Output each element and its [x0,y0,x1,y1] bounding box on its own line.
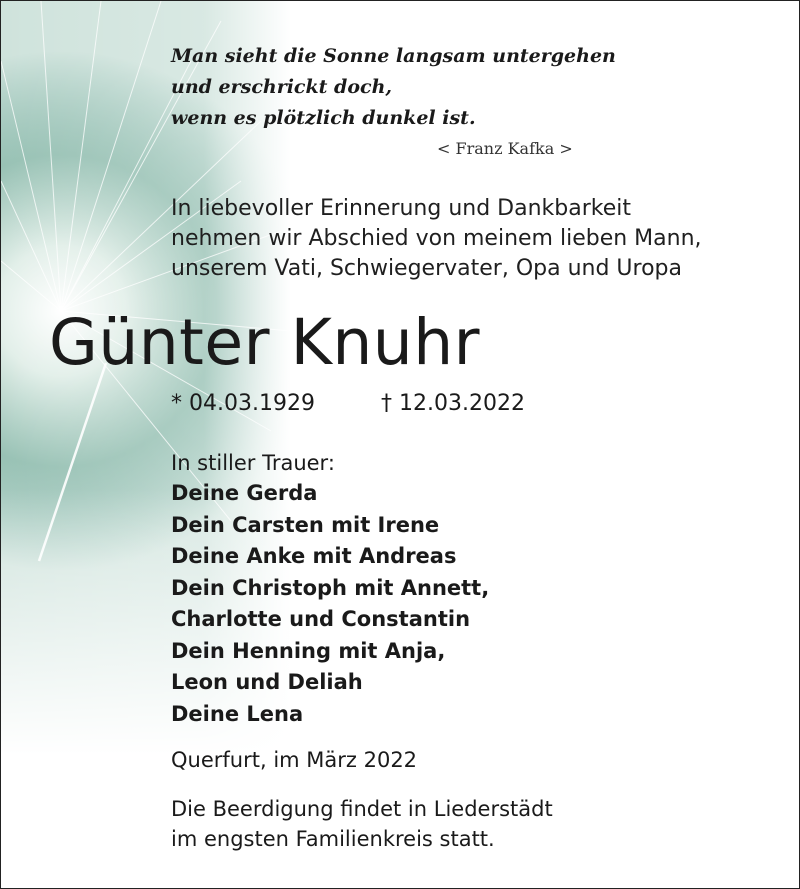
quote-line: wenn es plötzlich dunkel ist. [171,107,476,129]
mourner-name: Charlotte und Constantin [171,607,471,631]
quote-line: Man sieht die Sonne langsam untergehen [171,45,616,67]
intro-text [171,194,702,284]
quote-line: und erschrickt doch, [171,76,393,98]
death-date: † 12.03.2022 [381,391,525,416]
funeral-line: im engsten Familienkreis statt. [171,827,495,851]
mourner-name: Deine Lena [171,701,304,726]
kafka-quote [171,41,616,134]
mourner-name: Leon und Deliah [171,670,363,694]
deceased-name: Günter Knuhr [49,306,481,379]
birth-date: * 04.03.1929 [171,391,315,416]
funeral-line: Die Beerdigung findet in Liederstädt [171,797,553,821]
notice-content [1,1,799,888]
mourning-label: In stiller Trauer: [171,451,335,475]
mourner-name: Dein Christoph mit Annett, [171,575,490,600]
mourner-name: Dein Carsten mit Irene [171,512,440,537]
mourners-list [171,478,489,730]
quote-author: < Franz Kafka > [437,139,573,158]
intro-line: nehmen wir Abschied von meinem lieben Mann, [171,226,702,251]
mourner-name: Deine Gerda [171,481,318,505]
funeral-info [171,794,553,854]
intro-line: unserem Vati, Schwiegervater, Opa und Uropa [171,256,683,281]
mourner-name: Deine Anke mit Andreas [171,544,457,568]
intro-line: In liebevoller Erinnerung und Dankbarkeit [171,196,632,221]
place-and-date: Querfurt, im März 2022 [171,748,418,772]
mourner-name: Dein Henning mit Anja, [171,638,446,663]
